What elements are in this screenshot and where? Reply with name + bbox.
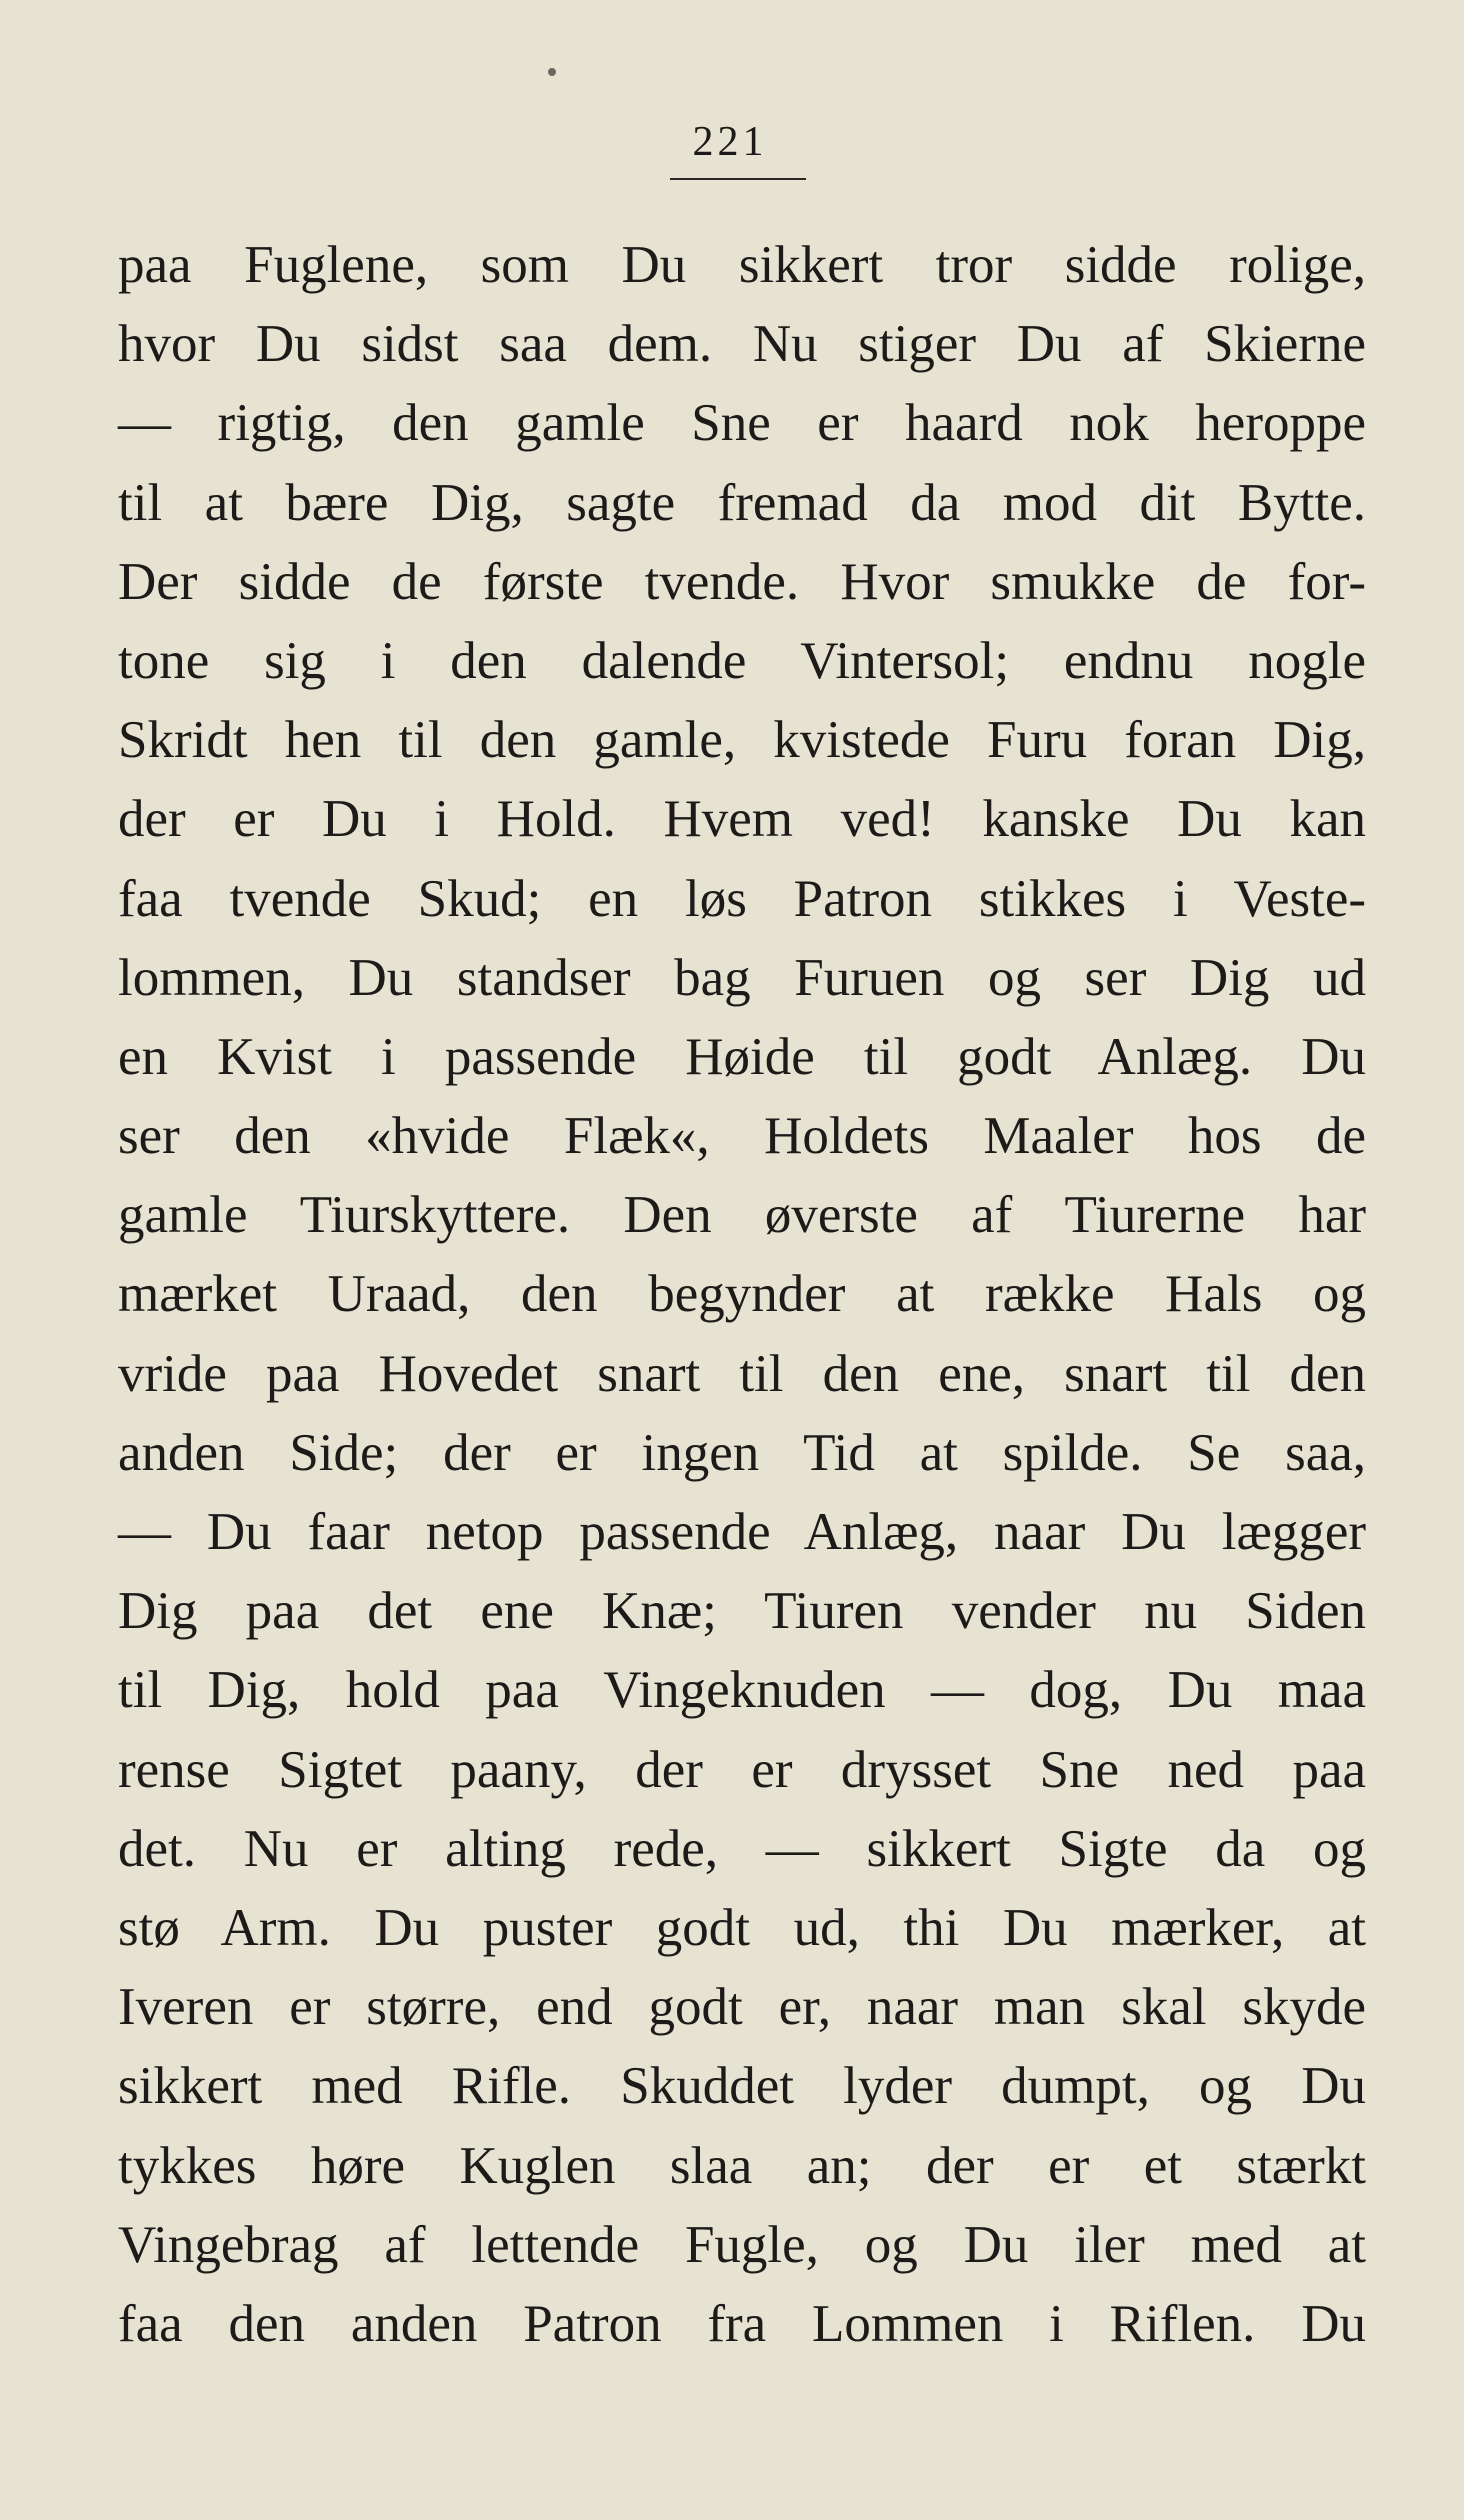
text-line: Der sidde de første tvende. Hvor smukke de for- bbox=[118, 552, 1366, 611]
text-line: til Dig, hold paa Vingeknuden — dog, Du maa bbox=[118, 1661, 1366, 1720]
text-line: rense Sigtet paany, der er drysset Sne ned paa bbox=[118, 1740, 1366, 1799]
text-line: ser den «hvide Flæk«, Holdets Maaler hos de bbox=[118, 1107, 1366, 1166]
text-line: en Kvist i passende Høide til godt Anlæg. Du bbox=[118, 1027, 1366, 1086]
page-number-rule bbox=[670, 178, 806, 180]
text-line: lommen, Du standser bag Furuen og ser Dig ud bbox=[118, 948, 1366, 1007]
text-line: mærket Uraad, den begynder at række Hals og bbox=[118, 1265, 1366, 1324]
ink-speck bbox=[548, 68, 556, 76]
text-line: gamle Tiurskyttere. Den øverste af Tiurerne har bbox=[118, 1186, 1366, 1245]
page-number: 221 bbox=[692, 119, 768, 165]
text-line: sikkert med Rifle. Skuddet lyder dumpt, og Du bbox=[118, 2057, 1366, 2116]
text-line: Vingebrag af lettende Fugle, og Du iler med at bbox=[118, 2215, 1366, 2274]
text-line: anden Side; der er ingen Tid at spilde. Se saa, bbox=[118, 1423, 1366, 1482]
text-line: hvor Du sidst saa dem. Nu stiger Du af Skierne bbox=[118, 315, 1366, 374]
text-line: det. Nu er alting rede, — sikkert Sigte da og bbox=[118, 1819, 1366, 1878]
text-line: paa Fuglene, som Du sikkert tror sidde rolige, bbox=[118, 236, 1366, 294]
text-line: der er Du i Hold. Hvem ved! kanske Du kan bbox=[118, 790, 1366, 849]
text-line: Skridt hen til den gamle, kvistede Furu foran Dig, bbox=[118, 711, 1366, 770]
text-line: til at bære Dig, sagte fremad da mod dit Bytte. bbox=[118, 473, 1366, 532]
text-line: — Du faar netop passende Anlæg, naar Du lægger bbox=[118, 1503, 1366, 1561]
text-line: Iveren er større, end godt er, naar man skal skyde bbox=[118, 1978, 1366, 2037]
body-text bbox=[118, 226, 1366, 2364]
text-line: vride paa Hovedet snart til den ene, snart til den bbox=[118, 1344, 1366, 1403]
text-line: Dig paa det ene Knæ; Tiuren vender nu Siden bbox=[118, 1582, 1366, 1641]
text-line: faa tvende Skud; en løs Patron stikkes i Veste- bbox=[118, 869, 1366, 928]
text-line: tykkes høre Kuglen slaa an; der er et stærkt bbox=[118, 2136, 1366, 2195]
text-line: — rigtig, den gamle Sne er haard nok heroppe bbox=[118, 394, 1366, 453]
text-line: stø Arm. Du puster godt ud, thi Du mærker, at bbox=[118, 1898, 1366, 1957]
text-line: tone sig i den dalende Vintersol; endnu nogle bbox=[118, 631, 1366, 690]
text-line: faa den anden Patron fra Lommen i Riflen. Du bbox=[118, 2294, 1366, 2353]
